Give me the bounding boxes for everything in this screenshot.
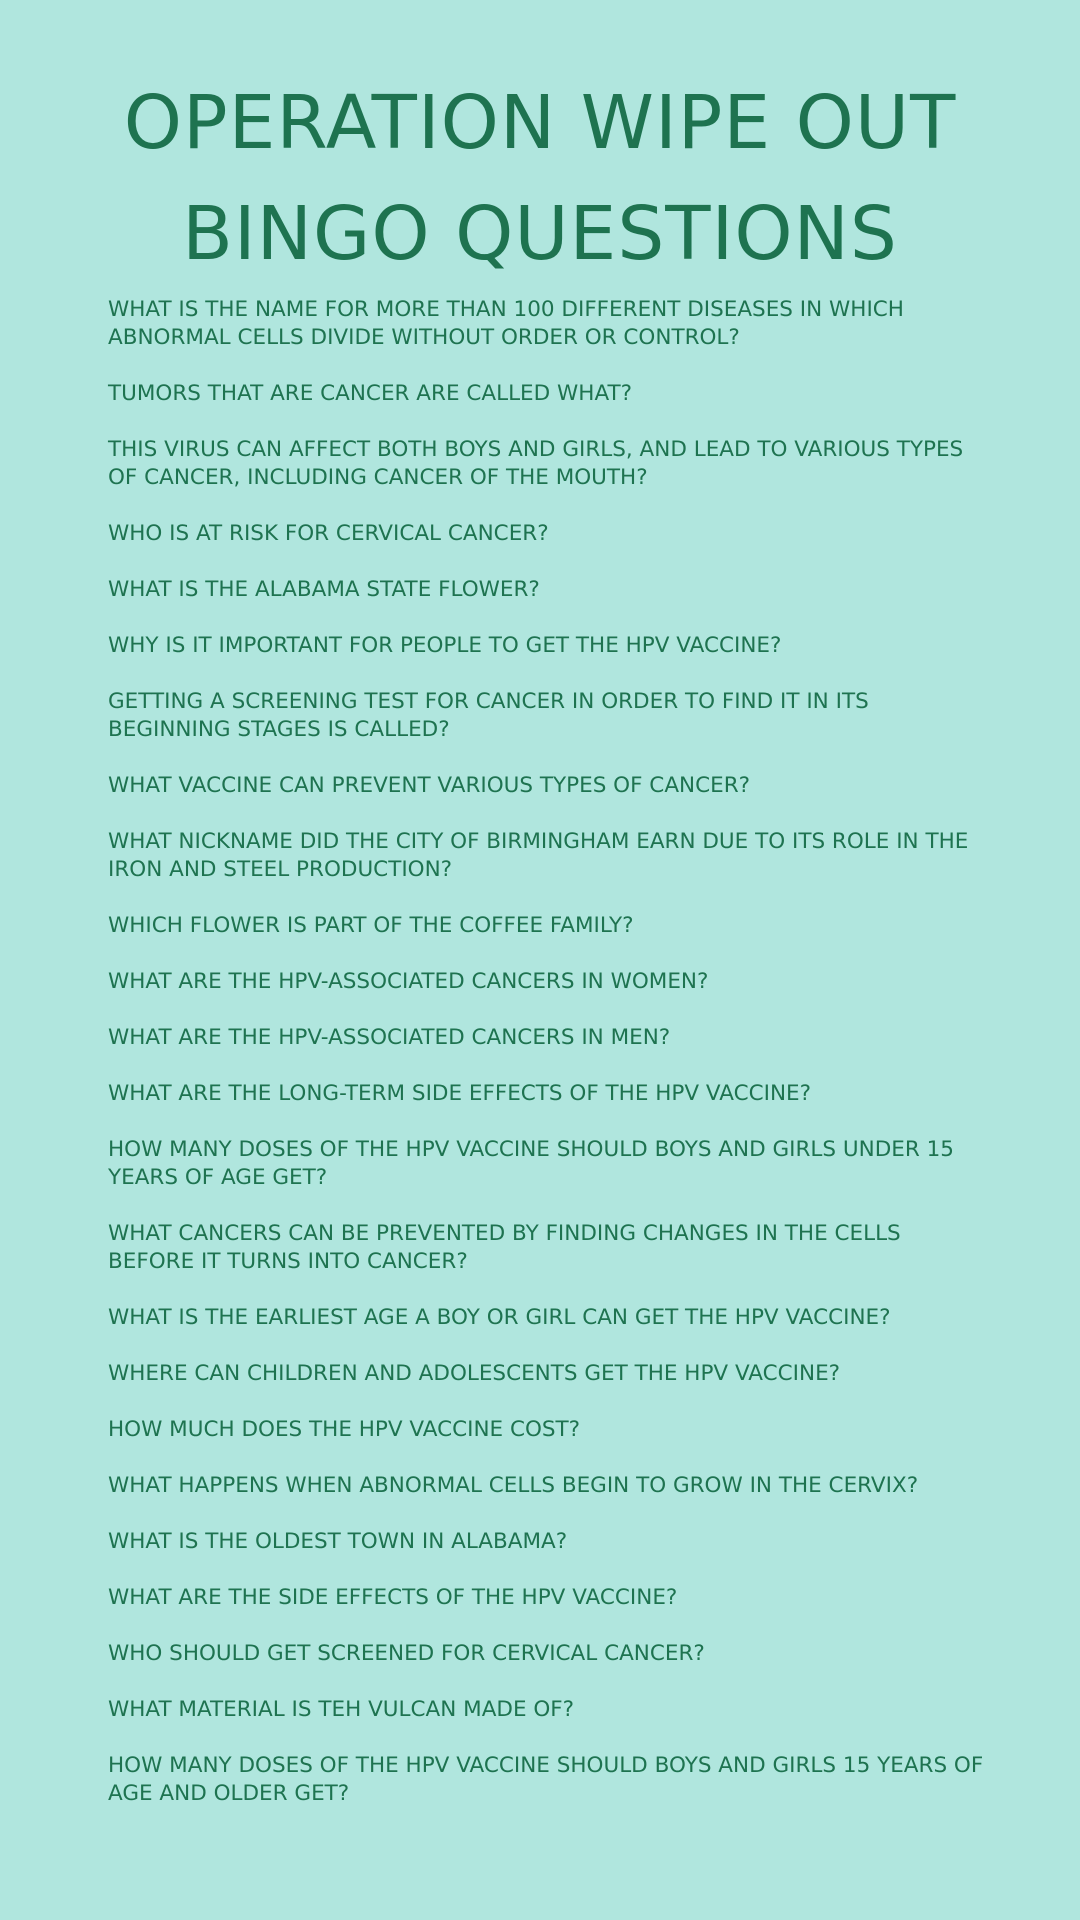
question-item: WHY IS IT IMPORTANT FOR PEOPLE TO GET THE HPV VACCINE?	[108, 633, 782, 658]
question-item: WHAT IS THE EARLIEST AGE A BOY OR GIRL CAN GET THE HPV VACCINE?	[108, 1305, 891, 1330]
question-item: WHAT ARE THE HPV-ASSOCIATED CANCERS IN WOMEN?	[108, 969, 709, 994]
question-item: WHAT ARE THE HPV-ASSOCIATED CANCERS IN MEN?	[108, 1025, 671, 1050]
question-item: TUMORS THAT ARE CANCER ARE CALLED WHAT?	[108, 381, 633, 406]
question-item: HOW MUCH DOES THE HPV VACCINE COST?	[108, 1417, 581, 1442]
question-item: WHAT CANCERS CAN BE PREVENTED BY FINDING CHANGES IN THE CELLS BEFORE IT TURNS INTO CANCER?	[108, 1221, 901, 1274]
question-item: WHAT ARE THE SIDE EFFECTS OF THE HPV VACCINE?	[108, 1585, 678, 1610]
question-item: WHAT IS THE NAME FOR MORE THAN 100 DIFFERENT DISEASES IN WHICH ABNORMAL CELLS DIVIDE WITHOUT ORDER OR CONTROL?	[108, 297, 904, 350]
question-item: WHAT NICKNAME DID THE CITY OF BIRMINGHAM EARN DUE TO ITS ROLE IN THE IRON AND STEEL PRODUCTION?	[108, 829, 969, 882]
question-item: HOW MANY DOSES OF THE HPV VACCINE SHOULD BOYS AND GIRLS UNDER 15 YEARS OF AGE GET?	[108, 1137, 954, 1190]
question-item: WHO IS AT RISK FOR CERVICAL CANCER?	[108, 521, 549, 546]
question-item: GETTING A SCREENING TEST FOR CANCER IN ORDER TO FIND IT IN ITS BEGINNING STAGES IS CALLED?	[108, 689, 869, 742]
question-item: HOW MANY DOSES OF THE HPV VACCINE SHOULD BOYS AND GIRLS 15 YEARS OF AGE AND OLDER GET?	[108, 1753, 984, 1806]
title-line-2: BINGO QUESTIONS	[182, 191, 898, 277]
question-item: WHAT MATERIAL IS TEH VULCAN MADE OF?	[108, 1697, 575, 1722]
question-item: WHAT VACCINE CAN PREVENT VARIOUS TYPES OF CANCER?	[108, 773, 751, 798]
question-item: THIS VIRUS CAN AFFECT BOTH BOYS AND GIRLS, AND LEAD TO VARIOUS TYPES OF CANCER, INCLUDING CANCER OF THE MOUTH?	[108, 437, 964, 490]
question-item: WHICH FLOWER IS PART OF THE COFFEE FAMILY?	[108, 913, 634, 938]
question-item: WHAT IS THE ALABAMA STATE FLOWER?	[108, 577, 540, 602]
question-list	[108, 296, 988, 1836]
question-item: WHAT HAPPENS WHEN ABNORMAL CELLS BEGIN TO GROW IN THE CERVIX?	[108, 1473, 919, 1498]
title-line-1: OPERATION WIPE OUT	[123, 80, 957, 166]
question-item: WHAT ARE THE LONG-TERM SIDE EFFECTS OF THE HPV VACCINE?	[108, 1081, 812, 1106]
page-title	[0, 68, 1080, 290]
question-item: WHERE CAN CHILDREN AND ADOLESCENTS GET THE HPV VACCINE?	[108, 1361, 841, 1386]
question-item: WHO SHOULD GET SCREENED FOR CERVICAL CANCER?	[108, 1641, 705, 1666]
question-item: WHAT IS THE OLDEST TOWN IN ALABAMA?	[108, 1529, 568, 1554]
